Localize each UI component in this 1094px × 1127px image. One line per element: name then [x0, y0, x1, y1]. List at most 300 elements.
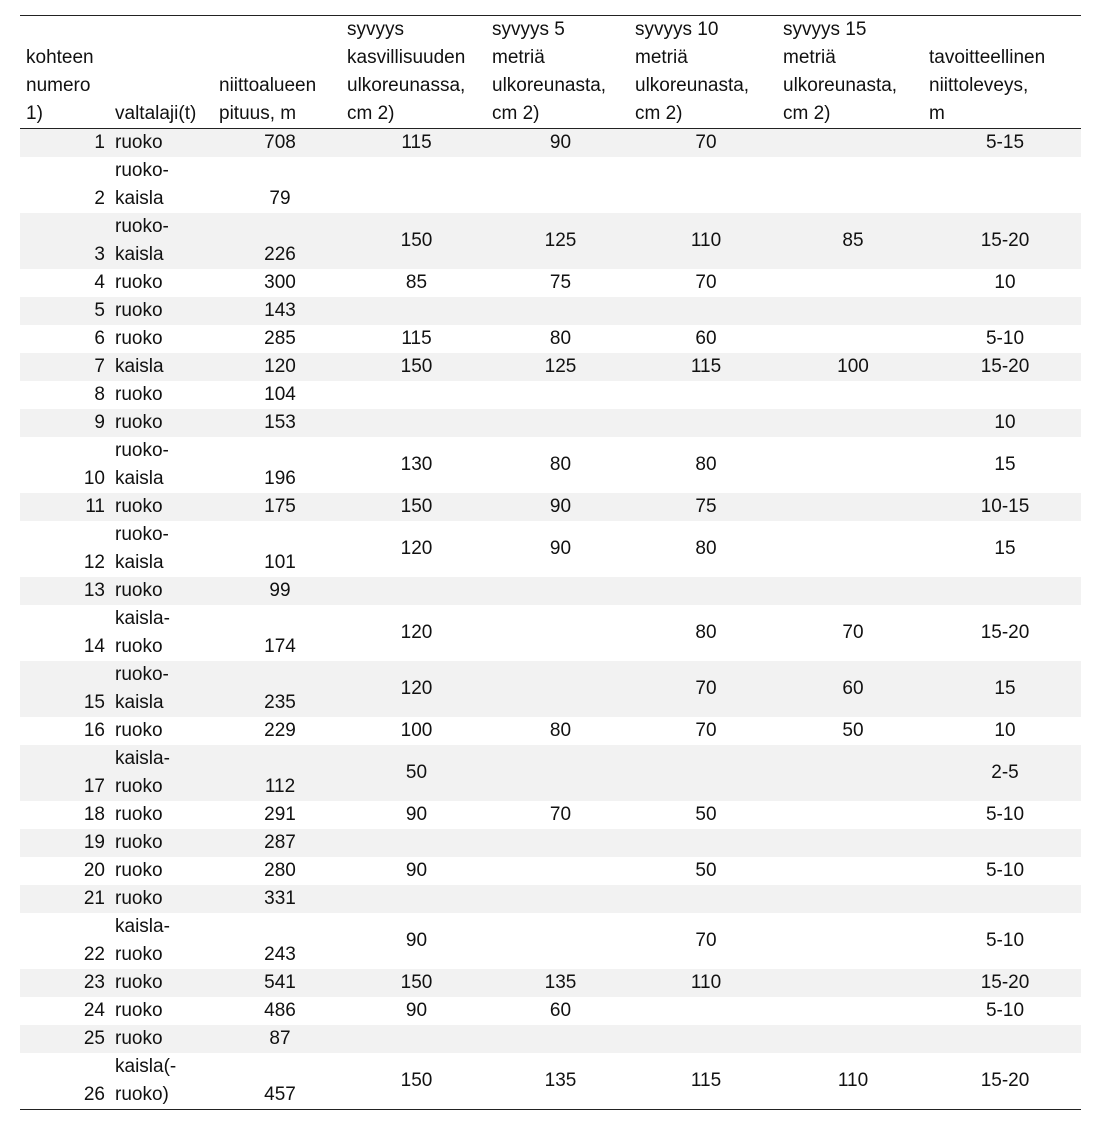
cell-depth-edge: 90 — [405, 1000, 428, 1021]
header-line: ulkoreunassa, — [347, 75, 466, 96]
cell-species — [109, 409, 213, 437]
species-line: kaisla- — [115, 608, 170, 629]
species-line: ruoko — [115, 832, 163, 853]
cell-depth-edge: 100 — [400, 720, 433, 741]
cell-depth-5m: 80 — [549, 720, 572, 741]
cell-depth-10m: 70 — [629, 129, 777, 158]
cell-depth-edge: 150 — [341, 213, 486, 269]
cell-length: 226 — [213, 213, 341, 269]
cell-depth-edge: 90 — [405, 930, 428, 951]
cell-target-width — [923, 381, 1081, 409]
table-row — [20, 717, 1081, 745]
cell-depth-15m — [777, 885, 923, 913]
cell-target-width: 10 — [994, 720, 1016, 741]
cell-depth-15m: 70 — [842, 622, 864, 643]
cell-length: 280 — [264, 860, 296, 881]
cell-target-width — [923, 297, 1081, 325]
cell-depth-10m: 70 — [695, 720, 717, 741]
cell-depth-edge: 150 — [400, 1070, 433, 1091]
table-row — [20, 437, 1081, 493]
header-line: ulkoreunasta, — [783, 75, 898, 96]
cell-depth-5m — [486, 297, 629, 325]
cell-depth-edge: 90 — [405, 804, 428, 825]
cell-depth-edge — [341, 577, 486, 605]
cell-depth-15m: 100 — [777, 353, 923, 381]
cell-depth-5m — [486, 409, 629, 437]
cell-depth-5m: 90 — [486, 493, 629, 521]
cell-depth-edge: 85 — [405, 272, 428, 293]
table-row — [20, 521, 1081, 577]
table-row — [20, 409, 1081, 437]
cell-species — [109, 325, 213, 353]
cell-site-number: 26 — [83, 1084, 105, 1105]
header-line: cm 2) — [635, 103, 683, 124]
cell-depth-15m: 50 — [842, 720, 864, 741]
cell-depth-edge — [341, 157, 486, 213]
cell-depth-15m — [777, 997, 923, 1025]
header-line: cm 2) — [347, 103, 395, 124]
cell-length: 287 — [213, 829, 341, 857]
cell-target-width: 15-20 — [980, 622, 1030, 643]
header-line: syvyys — [347, 19, 404, 40]
species-line: ruoko — [115, 496, 163, 517]
header-line: numero — [26, 75, 91, 96]
table-row — [20, 353, 1081, 381]
cell-depth-edge: 120 — [400, 538, 433, 559]
header-line: cm 2) — [492, 103, 540, 124]
cell-depth-15m — [777, 577, 923, 605]
cell-depth-10m: 115 — [629, 353, 777, 381]
cell-target-width: 15-20 — [923, 353, 1081, 381]
cell-species — [109, 269, 213, 297]
cell-length: 331 — [213, 885, 341, 913]
cell-species — [109, 1025, 213, 1053]
cell-site-number: 15 — [20, 661, 109, 717]
cell-species — [109, 297, 213, 325]
cell-length: 196 — [264, 468, 296, 489]
cell-depth-15m — [777, 437, 923, 493]
species-line: ruoko — [115, 300, 163, 321]
cell-depth-10m — [629, 745, 777, 801]
species-line: ruoko- — [115, 440, 169, 461]
cell-target-width: 15-20 — [980, 1070, 1030, 1091]
cell-length: 99 — [213, 577, 341, 605]
cell-target-width: 15-20 — [923, 213, 1081, 269]
cell-species — [109, 661, 213, 717]
species-line: kaisla- — [115, 748, 170, 769]
cell-depth-10m: 70 — [629, 661, 777, 717]
cell-depth-5m — [486, 157, 629, 213]
cell-depth-5m — [486, 829, 629, 857]
cell-species — [109, 521, 213, 577]
header-dominant-species — [109, 16, 213, 129]
cell-length: 175 — [213, 493, 341, 521]
cell-target-width: 10 — [994, 272, 1016, 293]
cell-depth-15m — [777, 129, 923, 158]
species-line: kaisla — [115, 356, 164, 377]
cell-length: 229 — [264, 720, 296, 741]
cell-depth-15m — [777, 381, 923, 409]
cell-depth-15m — [777, 297, 923, 325]
cell-depth-15m — [777, 857, 923, 885]
header-line: 1) — [26, 103, 43, 124]
cell-depth-15m: 60 — [777, 661, 923, 717]
cell-length: 235 — [213, 661, 341, 717]
cell-length: 112 — [213, 745, 341, 801]
cell-depth-15m — [777, 269, 923, 297]
cell-depth-edge: 150 — [341, 969, 486, 997]
cell-depth-edge: 120 — [400, 622, 433, 643]
cell-length: 457 — [264, 1084, 296, 1105]
cell-depth-5m: 125 — [486, 353, 629, 381]
cell-site-number: 10 — [83, 468, 105, 489]
header-depth-5m — [486, 16, 629, 129]
cell-length: 541 — [213, 969, 341, 997]
cell-site-number: 11 — [20, 493, 109, 521]
species-line: ruoko — [115, 272, 163, 293]
species-line: ruoko — [115, 860, 163, 881]
species-line: ruoko — [115, 888, 163, 909]
cell-depth-10m — [629, 885, 777, 913]
table-row — [20, 1025, 1081, 1053]
species-line: ruoko — [115, 972, 163, 993]
cell-target-width: 5-10 — [985, 860, 1025, 881]
cell-length: 104 — [264, 384, 296, 405]
cell-site-number: 18 — [83, 804, 105, 825]
cell-target-width: 15 — [923, 661, 1081, 717]
cell-depth-5m — [486, 745, 629, 801]
cell-depth-10m — [629, 577, 777, 605]
mowing-sites-table-container — [20, 15, 1081, 1110]
cell-depth-15m — [777, 493, 923, 521]
table-row — [20, 213, 1081, 269]
cell-target-width: 15 — [994, 454, 1016, 475]
cell-species — [109, 437, 213, 493]
cell-depth-5m — [486, 885, 629, 913]
table-row — [20, 857, 1081, 885]
table-row — [20, 801, 1081, 829]
table-row — [20, 1053, 1081, 1110]
cell-depth-5m — [486, 857, 629, 885]
cell-length: 300 — [264, 272, 296, 293]
cell-depth-edge — [341, 297, 486, 325]
cell-target-width: 10 — [923, 409, 1081, 437]
header-line: ulkoreunasta, — [492, 75, 607, 96]
cell-depth-15m — [777, 521, 923, 577]
cell-species — [109, 885, 213, 913]
cell-target-width: 15-20 — [923, 969, 1081, 997]
header-mowing-length — [213, 16, 341, 129]
cell-depth-edge: 150 — [341, 353, 486, 381]
species-line: ruoko — [115, 328, 163, 349]
cell-species — [109, 605, 213, 661]
cell-length: 174 — [264, 636, 296, 657]
cell-target-width: 2-5 — [923, 745, 1081, 801]
cell-depth-15m — [777, 801, 923, 829]
species-line: ruoko) — [115, 1084, 169, 1105]
cell-depth-15m — [777, 325, 923, 353]
cell-depth-edge: 90 — [405, 860, 428, 881]
species-line: ruoko — [115, 944, 163, 965]
cell-target-width — [923, 1025, 1081, 1053]
cell-species — [109, 969, 213, 997]
cell-target-width — [923, 577, 1081, 605]
header-line: kohteen — [26, 47, 94, 68]
cell-length: 486 — [264, 1000, 296, 1021]
cell-site-number: 1 — [20, 129, 109, 158]
header-depth-10m — [629, 16, 777, 129]
table-body — [20, 129, 1081, 1110]
cell-depth-10m — [629, 997, 777, 1025]
header-line: pituus, m — [219, 103, 297, 124]
species-line: ruoko — [115, 384, 163, 405]
cell-depth-5m: 135 — [486, 969, 629, 997]
cell-site-number: 14 — [83, 636, 105, 657]
cell-length: 143 — [213, 297, 341, 325]
species-line: ruoko- — [115, 160, 169, 181]
cell-species — [109, 157, 213, 213]
header-line: syvyys 15 — [783, 19, 867, 40]
cell-site-number: 2 — [94, 188, 105, 209]
cell-species — [109, 353, 213, 381]
table-row — [20, 325, 1081, 353]
cell-depth-edge: 130 — [400, 454, 433, 475]
cell-length: 708 — [213, 129, 341, 158]
cell-depth-15m — [777, 745, 923, 801]
cell-species — [109, 997, 213, 1025]
cell-depth-5m: 70 — [549, 804, 572, 825]
cell-depth-10m — [629, 409, 777, 437]
cell-site-number: 24 — [83, 1000, 105, 1021]
cell-species — [109, 129, 213, 158]
cell-target-width: 5-10 — [985, 1000, 1025, 1021]
cell-site-number: 25 — [20, 1025, 109, 1053]
cell-depth-10m: 50 — [695, 804, 717, 825]
cell-depth-5m: 80 — [549, 328, 572, 349]
cell-depth-10m — [629, 381, 777, 409]
cell-species — [109, 801, 213, 829]
species-line: kaisla — [115, 692, 164, 713]
cell-depth-10m: 70 — [695, 930, 717, 951]
species-line: ruoko — [115, 776, 163, 797]
cell-site-number: 13 — [20, 577, 109, 605]
cell-site-number: 17 — [20, 745, 109, 801]
cell-depth-edge — [341, 381, 486, 409]
cell-target-width: 5-10 — [985, 930, 1025, 951]
cell-target-width: 5-10 — [985, 804, 1025, 825]
cell-depth-15m — [777, 829, 923, 857]
cell-species — [109, 717, 213, 745]
table-row — [20, 605, 1081, 661]
cell-depth-10m: 80 — [695, 454, 717, 475]
header-line: metriä — [492, 47, 545, 68]
species-line: ruoko — [115, 1028, 163, 1049]
cell-length: 243 — [264, 944, 296, 965]
cell-depth-5m — [486, 913, 629, 969]
cell-depth-5m: 135 — [544, 1070, 577, 1091]
cell-depth-15m: 110 — [837, 1070, 869, 1091]
header-line: metriä — [635, 47, 688, 68]
cell-site-number: 20 — [83, 860, 105, 881]
species-line: kaisla — [115, 188, 164, 209]
species-line: ruoko- — [115, 664, 169, 685]
species-line: kaisla — [115, 552, 164, 573]
cell-target-width: 10-15 — [923, 493, 1081, 521]
table-row — [20, 129, 1081, 158]
table-row — [20, 745, 1081, 801]
species-line: ruoko — [115, 636, 163, 657]
cell-depth-5m: 80 — [549, 454, 572, 475]
cell-species — [109, 381, 213, 409]
cell-length: 79 — [269, 188, 291, 209]
cell-depth-10m — [629, 157, 777, 213]
cell-site-number: 7 — [20, 353, 109, 381]
cell-length: 120 — [213, 353, 341, 381]
cell-length: 87 — [213, 1025, 341, 1053]
cell-species — [109, 745, 213, 801]
cell-depth-10m: 110 — [629, 969, 777, 997]
table-row — [20, 913, 1081, 969]
cell-depth-5m — [486, 1025, 629, 1053]
cell-depth-10m: 115 — [690, 1070, 722, 1091]
cell-site-number: 22 — [83, 944, 105, 965]
cell-site-number: 9 — [20, 409, 109, 437]
cell-site-number: 6 — [94, 328, 105, 349]
table-row — [20, 997, 1081, 1025]
cell-depth-15m — [777, 913, 923, 969]
cell-length: 101 — [264, 552, 296, 573]
cell-species — [109, 577, 213, 605]
header-line: niittoleveys, — [929, 75, 1029, 96]
cell-depth-10m — [629, 829, 777, 857]
cell-species — [109, 493, 213, 521]
cell-length: 153 — [213, 409, 341, 437]
table-row — [20, 297, 1081, 325]
cell-depth-15m — [777, 409, 923, 437]
cell-depth-5m: 90 — [549, 538, 572, 559]
cell-depth-10m: 50 — [695, 860, 717, 881]
cell-depth-5m: 90 — [486, 129, 629, 158]
header-line: kasvillisuuden — [347, 47, 466, 68]
cell-target-width — [923, 885, 1081, 913]
species-line: ruoko — [115, 804, 163, 825]
cell-depth-15m — [777, 969, 923, 997]
header-site-number — [20, 16, 109, 129]
cell-species — [109, 1053, 213, 1110]
table-row — [20, 157, 1081, 213]
species-line: ruoko — [115, 132, 163, 153]
cell-site-number: 4 — [94, 272, 105, 293]
table-row — [20, 493, 1081, 521]
cell-depth-10m: 80 — [695, 622, 717, 643]
cell-site-number: 23 — [20, 969, 109, 997]
cell-target-width: 5-10 — [985, 328, 1025, 349]
header-depth-15m — [777, 16, 923, 129]
header-depth-edge — [341, 16, 486, 129]
table-row — [20, 885, 1081, 913]
cell-depth-10m — [629, 297, 777, 325]
cell-site-number: 19 — [20, 829, 109, 857]
cell-depth-edge — [341, 885, 486, 913]
species-line: kaisla- — [115, 916, 170, 937]
header-line: tavoitteellinen — [929, 47, 1046, 68]
header-line: syvyys 5 — [492, 19, 565, 40]
cell-target-width — [923, 829, 1081, 857]
cell-species — [109, 213, 213, 269]
cell-depth-5m: 75 — [549, 272, 572, 293]
cell-site-number: 21 — [20, 885, 109, 913]
cell-depth-10m: 60 — [695, 328, 717, 349]
cell-depth-edge — [341, 829, 486, 857]
mowing-sites-table — [20, 15, 1081, 1110]
cell-depth-15m: 85 — [777, 213, 923, 269]
cell-species — [109, 857, 213, 885]
cell-depth-edge: 115 — [401, 328, 432, 349]
cell-site-number: 5 — [20, 297, 109, 325]
cell-depth-edge: 150 — [341, 493, 486, 521]
header-line: ulkoreunasta, — [635, 75, 750, 96]
cell-depth-10m: 80 — [695, 538, 717, 559]
cell-site-number: 12 — [83, 552, 105, 573]
cell-depth-edge — [341, 409, 486, 437]
species-line: ruoko- — [115, 524, 169, 545]
header-row — [20, 16, 1081, 129]
cell-species — [109, 829, 213, 857]
header-line: valtalaji(t) — [115, 103, 197, 124]
cell-depth-edge — [341, 1025, 486, 1053]
table-row — [20, 969, 1081, 997]
cell-depth-10m: 75 — [629, 493, 777, 521]
cell-depth-5m — [486, 381, 629, 409]
cell-depth-5m: 125 — [486, 213, 629, 269]
species-line: kaisla(- — [115, 1056, 177, 1077]
cell-target-width: 15 — [994, 538, 1016, 559]
cell-depth-5m — [486, 605, 629, 661]
cell-site-number: 8 — [94, 384, 105, 405]
cell-depth-15m — [777, 157, 923, 213]
header-line: cm 2) — [783, 103, 831, 124]
species-line: ruoko — [115, 580, 163, 601]
cell-length: 285 — [264, 328, 296, 349]
header-line: syvyys 10 — [635, 19, 719, 40]
header-line: m — [929, 103, 945, 124]
table-header — [20, 16, 1081, 129]
species-line: kaisla — [115, 244, 164, 265]
cell-depth-5m: 60 — [549, 1000, 572, 1021]
species-line: kaisla — [115, 468, 164, 489]
species-line: ruoko- — [115, 216, 169, 237]
cell-depth-edge: 115 — [341, 129, 486, 158]
table-row — [20, 269, 1081, 297]
cell-target-width — [923, 157, 1081, 213]
header-line: metriä — [783, 47, 836, 68]
cell-depth-5m — [486, 577, 629, 605]
species-line: ruoko — [115, 1000, 163, 1021]
cell-depth-10m — [629, 1025, 777, 1053]
header-target-width — [923, 16, 1081, 129]
cell-site-number: 16 — [83, 720, 105, 741]
cell-depth-15m — [777, 1025, 923, 1053]
table-row — [20, 381, 1081, 409]
table-row — [20, 577, 1081, 605]
cell-depth-10m: 110 — [629, 213, 777, 269]
species-line: ruoko — [115, 720, 163, 741]
cell-species — [109, 913, 213, 969]
cell-length: 291 — [264, 804, 296, 825]
table-row — [20, 661, 1081, 717]
cell-site-number: 3 — [20, 213, 109, 269]
species-line: ruoko — [115, 412, 163, 433]
